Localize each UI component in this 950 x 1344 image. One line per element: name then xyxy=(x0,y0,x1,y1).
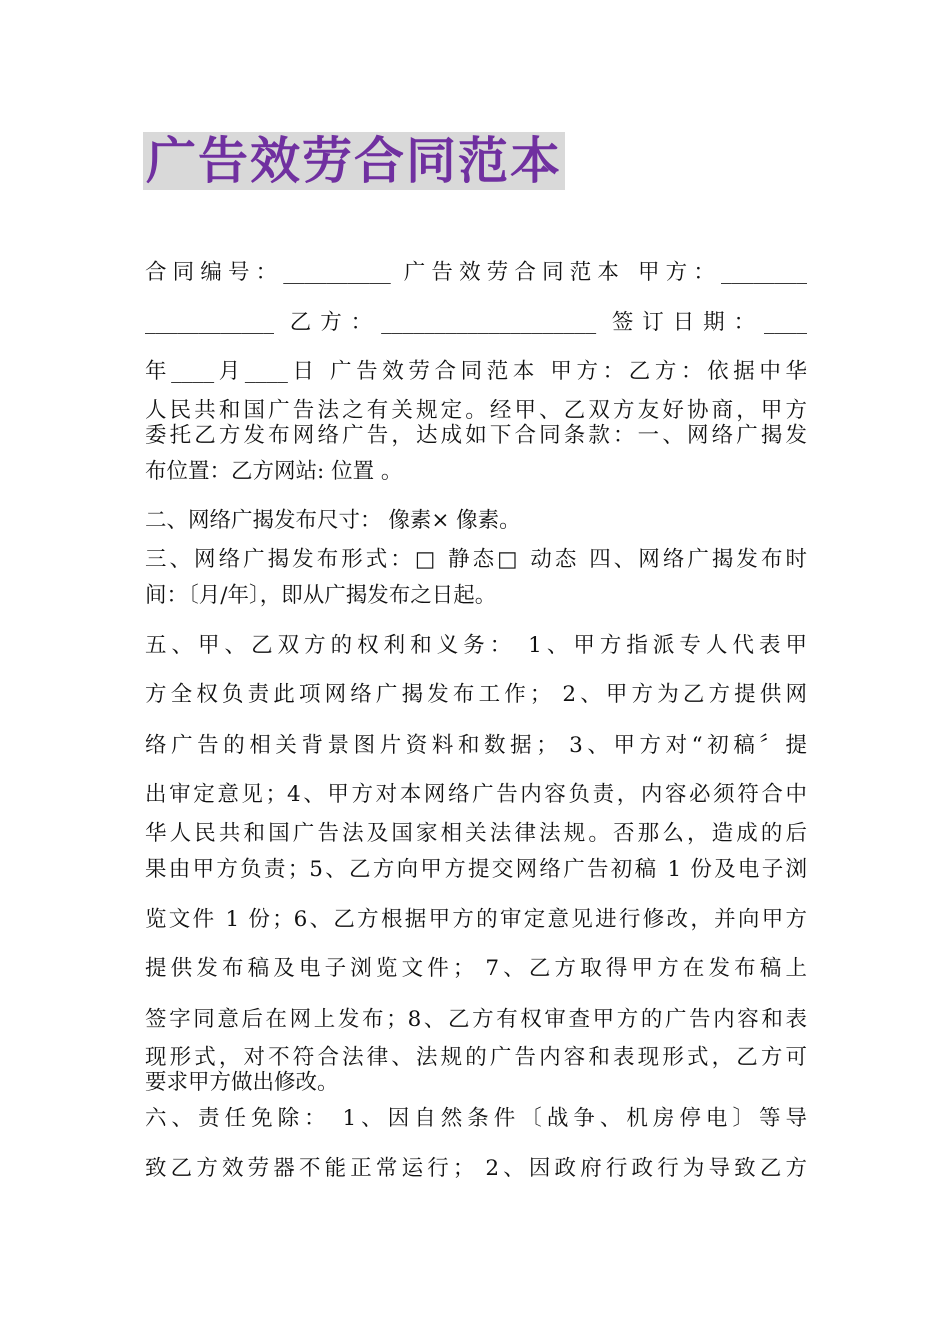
text-line: 要求甲方做出修改。 xyxy=(145,1070,339,1095)
text-line: 人民共和国广告法之有关规定。经甲、乙双方友好协商，甲方 xyxy=(145,398,807,423)
text-line: 果由甲方负责；5、乙方向甲方提交网络广告初稿 1 份及电子浏 xyxy=(145,857,807,882)
text-line: 合同编号：__________ 广告效劳合同范本 甲方：________ xyxy=(145,260,807,285)
text-line: 间：〔月/年〕，即从广揭发布之日起。 xyxy=(145,583,497,608)
text-line: 布位置：乙方网站: 位置 。 xyxy=(145,459,403,484)
text-line: 方全权负责此项网络广揭发布工作； 2、甲方为乙方提供网 xyxy=(145,682,807,707)
text-line: 络广告的相关背景图片资料和数据； 3、甲方对“初稿〞提 xyxy=(145,733,807,758)
text-line: 五、甲、乙双方的权利和义务： 1、甲方指派专人代表甲 xyxy=(145,633,807,658)
text-line: 签字同意后在网上发布；8、乙方有权审查甲方的广告内容和表 xyxy=(145,1007,807,1032)
text-line: 委托乙方发布网络广告，达成如下合同条款：一、网络广揭发 xyxy=(145,423,807,448)
document-title: 广告效劳合同范本 xyxy=(143,132,565,190)
text-line: 六、责任免除： 1、因自然条件〔战争、机房停电〕等导 xyxy=(145,1106,807,1131)
text-line: ____________ 乙方：____________________ 签订日期：____ xyxy=(145,310,807,335)
text-line: 华人民共和国广告法及国家相关法律法规。否那么，造成的后 xyxy=(145,821,807,846)
text-line: 致乙方效劳器不能正常运行； 2、因政府行政行为导致乙方 xyxy=(145,1156,807,1181)
text-line: 年____月____日 广告效劳合同范本 甲方：乙方：依据中华 xyxy=(145,359,807,384)
text-line: 提供发布稿及电子浏览文件； 7、乙方取得甲方在发布稿上 xyxy=(145,956,807,981)
text-line: 现形式，对不符合法律、法规的广告内容和表现形式，乙方可 xyxy=(145,1045,807,1070)
text-line: 览文件 1 份；6、乙方根据甲方的审定意见进行修改，并向甲方 xyxy=(145,907,807,932)
text-line: 出审定意见；4、甲方对本网络广告内容负责，内容必须符合中 xyxy=(145,782,807,807)
text-line: 三、网络广揭发布形式：□ 静态□ 动态 四、网络广揭发布时 xyxy=(145,547,807,572)
text-line: 二、网络广揭发布尺寸： 像素× 像素。 xyxy=(145,508,521,533)
